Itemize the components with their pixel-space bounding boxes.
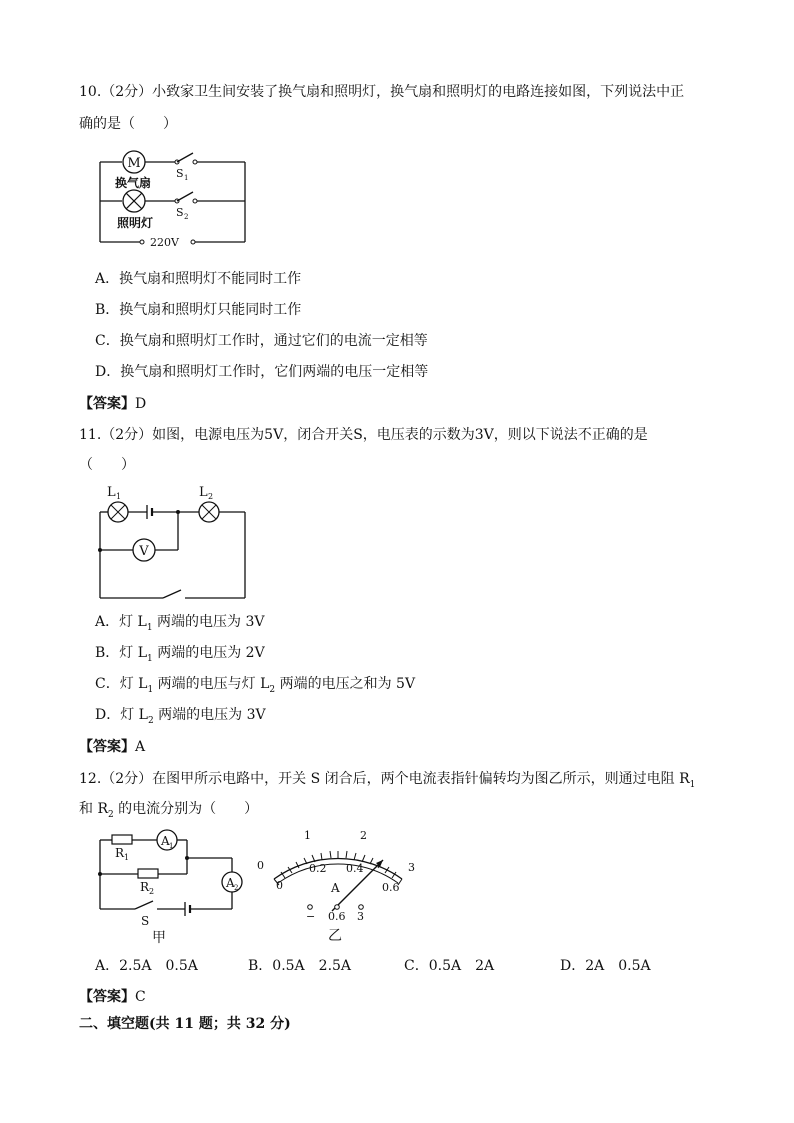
- q12-answer: [79, 988, 146, 1006]
- switch-s2: [177, 192, 193, 201]
- q12-option-c: C．0.5A 2A: [404, 958, 495, 974]
- unit-label: A: [331, 881, 340, 895]
- motor-label: M: [127, 156, 141, 171]
- svg-text:2: 2: [360, 829, 367, 842]
- caption-yi: 乙: [328, 928, 342, 944]
- q10-circuit-figure: [95, 145, 255, 250]
- q11-option-a: A．灯 $L_1$ 两端的电压为 3V: [95, 614, 265, 633]
- q11-stem-line1: 11.（2分）如图，电源电压为5V，闭合开关S，电压表的示数为3V，则以下说法不正确的是: [79, 427, 648, 443]
- q10-stem-line2: 确的是（ ）: [79, 116, 177, 132]
- section-heading: 二、填空题(共 11 题；共 32 分): [79, 1016, 291, 1032]
- q12-stem-line1: 12.（2分）在图甲所示电路中，开关 S 闭合后，两个电流表指针偏转均为图乙所示，则通过电阻 $R_1$: [79, 771, 696, 790]
- r1-label: R: [115, 846, 125, 860]
- q10-option-b: B．换气扇和照明灯只能同时工作: [95, 302, 302, 318]
- q10-answer: [79, 395, 146, 413]
- svg-text:0: 0: [276, 879, 283, 892]
- svg-text:3: 3: [357, 910, 364, 923]
- svg-text:0.6: 0.6: [382, 881, 400, 894]
- switch-s1: [177, 153, 193, 162]
- svg-text:1: 1: [124, 853, 130, 862]
- svg-text:1: 1: [304, 829, 311, 842]
- svg-text:2: 2: [184, 213, 189, 221]
- svg-text:A: A: [161, 834, 170, 848]
- q10-option-d: D．换气扇和照明灯工作时，它们两端的电压一定相等: [95, 364, 429, 380]
- svg-text:0.6: 0.6: [328, 910, 346, 923]
- q11-option-c: C．灯 $L_1$ 两端的电压与灯 $L_2$ 两端的电压之和为 5V: [95, 676, 416, 695]
- lamp-label: 照明灯: [117, 216, 154, 230]
- q12-option-a: A．2.5A 0.5A: [95, 958, 198, 974]
- r2-label: R: [140, 880, 150, 894]
- resistor-r2: [138, 869, 158, 878]
- svg-text:2: 2: [149, 887, 155, 896]
- q10-stem-line1: 10.（2分）小致家卫生间安装了换气扇和照明灯，换气扇和照明灯的电路连接如图，下列说法中正: [79, 84, 685, 100]
- answer-tag: 【答案】: [79, 739, 135, 755]
- svg-text:1: 1: [169, 842, 174, 850]
- supply-voltage: 220V: [150, 236, 179, 249]
- q12-ammeter-dial: [252, 825, 422, 945]
- switch-s: [135, 901, 153, 909]
- answer-value: A: [135, 739, 146, 755]
- svg-text:1: 1: [116, 492, 122, 501]
- q12-stem-line2: 和 $R_2$ 的电流分别为（ ）: [79, 801, 259, 820]
- svg-text:2: 2: [234, 884, 239, 892]
- q11-option-b: B．灯 $L_1$ 两端的电压为 2V: [95, 645, 265, 664]
- svg-text:0: 0: [257, 859, 264, 872]
- svg-text:S: S: [176, 206, 184, 219]
- q11-option-d: D．灯 $L_2$ 两端的电压为 3V: [95, 707, 266, 726]
- fan-label: 换气扇: [115, 176, 152, 190]
- switch-s: [163, 590, 181, 598]
- l2-label: L: [199, 485, 208, 500]
- svg-text:−: −: [306, 910, 316, 923]
- answer-value: C: [135, 989, 146, 1005]
- resistor-r1: [112, 835, 132, 844]
- q12-option-b: B．0.5A 2.5A: [248, 958, 352, 974]
- q11-circuit-figure: [95, 480, 255, 605]
- switch-label: S: [141, 914, 150, 928]
- answer-tag: 【答案】: [79, 396, 135, 412]
- answer-tag: 【答案】: [79, 989, 135, 1005]
- q11-answer: [79, 738, 145, 756]
- l1-label: L: [107, 485, 116, 500]
- caption-jia: 甲: [152, 930, 166, 946]
- q12-circuit-jia: [95, 825, 245, 945]
- voltmeter-label: V: [139, 544, 149, 559]
- q10-option-c: C．换气扇和照明灯工作时，通过它们的电流一定相等: [95, 333, 428, 349]
- svg-text:2: 2: [208, 492, 214, 501]
- svg-text:A: A: [226, 876, 235, 890]
- svg-text:0.2: 0.2: [309, 862, 327, 875]
- svg-text:3: 3: [408, 861, 415, 874]
- q10-option-a: A．换气扇和照明灯不能同时工作: [95, 271, 302, 287]
- svg-text:S: S: [176, 167, 184, 180]
- q11-stem-line2: （ ）: [79, 457, 135, 473]
- svg-text:1: 1: [184, 174, 189, 182]
- svg-text:0.4: 0.4: [346, 862, 364, 875]
- q12-option-d: D．2A 0.5A: [560, 958, 651, 974]
- answer-value: D: [135, 396, 147, 412]
